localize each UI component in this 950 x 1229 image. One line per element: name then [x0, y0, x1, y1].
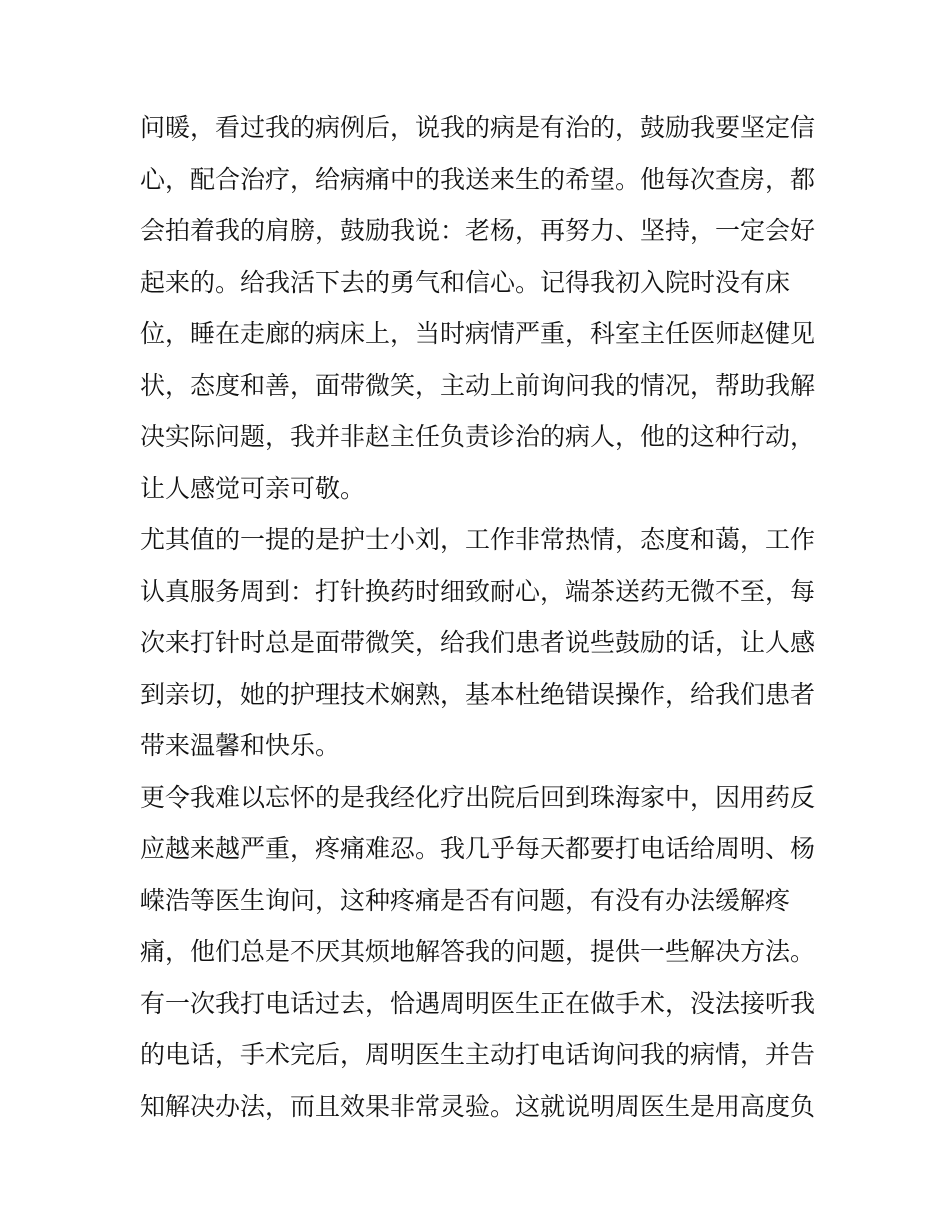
body-text [140, 102, 820, 1132]
text-line: 问暖，看过我的病例后，说我的病是有治的，鼓励我要坚定信 [140, 113, 816, 142]
text-line: 应越来越严重，疼痛难忍。我几乎每天都要打电话给周明、杨 [140, 834, 816, 863]
text-line: 位，睡在走廊的病床上，当时病情严重，科室主任医师赵健见 [140, 319, 816, 348]
text-line: 心，配合治疗，给病痛中的我送来生的希望。他每次查房，都 [140, 164, 816, 194]
text-line: 带来温馨和快乐。 [140, 731, 341, 760]
text-line: 会拍着我的肩膀，鼓励我说：老杨，再努力、坚持，一定会好 [140, 216, 816, 245]
text-line: 的电话，手术完后，周明医生主动打电话询问我的病情，并告 [140, 1040, 816, 1069]
text-line: 认真服务周到：打针换药时细致耐心，端茶送药无微不至，每 [140, 576, 816, 606]
text-line: 痛，他们总是不厌其烦地解答我的问题，提供一些解决方法。 [140, 937, 816, 966]
text-line: 更令我难以忘怀的是我经化疗出院后回到珠海家中，因用药反 [140, 782, 816, 812]
text-line: 嵘浩等医生询问，这种疼痛是否有问题，有没有办法缓解疼 [140, 885, 791, 915]
text-line: 尤其值的一提的是护士小刘，工作非常热情，态度和蔼，工作 [140, 525, 816, 554]
text-line: 知解决办法，而且效果非常灵验。这就说明周医生是用高度负 [140, 1091, 816, 1121]
text-line: 有一次我打电话过去，恰遇周明医生正在做手术，没法接听我 [140, 988, 816, 1018]
text-line: 决实际问题，我并非赵主任负责诊治的病人，他的这种行动， [140, 422, 816, 451]
text-line: 到亲切，她的护理技术娴熟，基本杜绝错误操作，给我们患者 [140, 679, 816, 709]
text-line: 让人感觉可亲可敬。 [140, 473, 366, 503]
text-line: 状，态度和善，面带微笑，主动上前询问我的情况，帮助我解 [140, 370, 816, 400]
text-line: 起来的。给我活下去的勇气和信心。记得我初入院时没有床 [140, 267, 791, 297]
text-line: 次来打针时总是面带微笑，给我们患者说些鼓励的话，让人感 [140, 628, 816, 657]
